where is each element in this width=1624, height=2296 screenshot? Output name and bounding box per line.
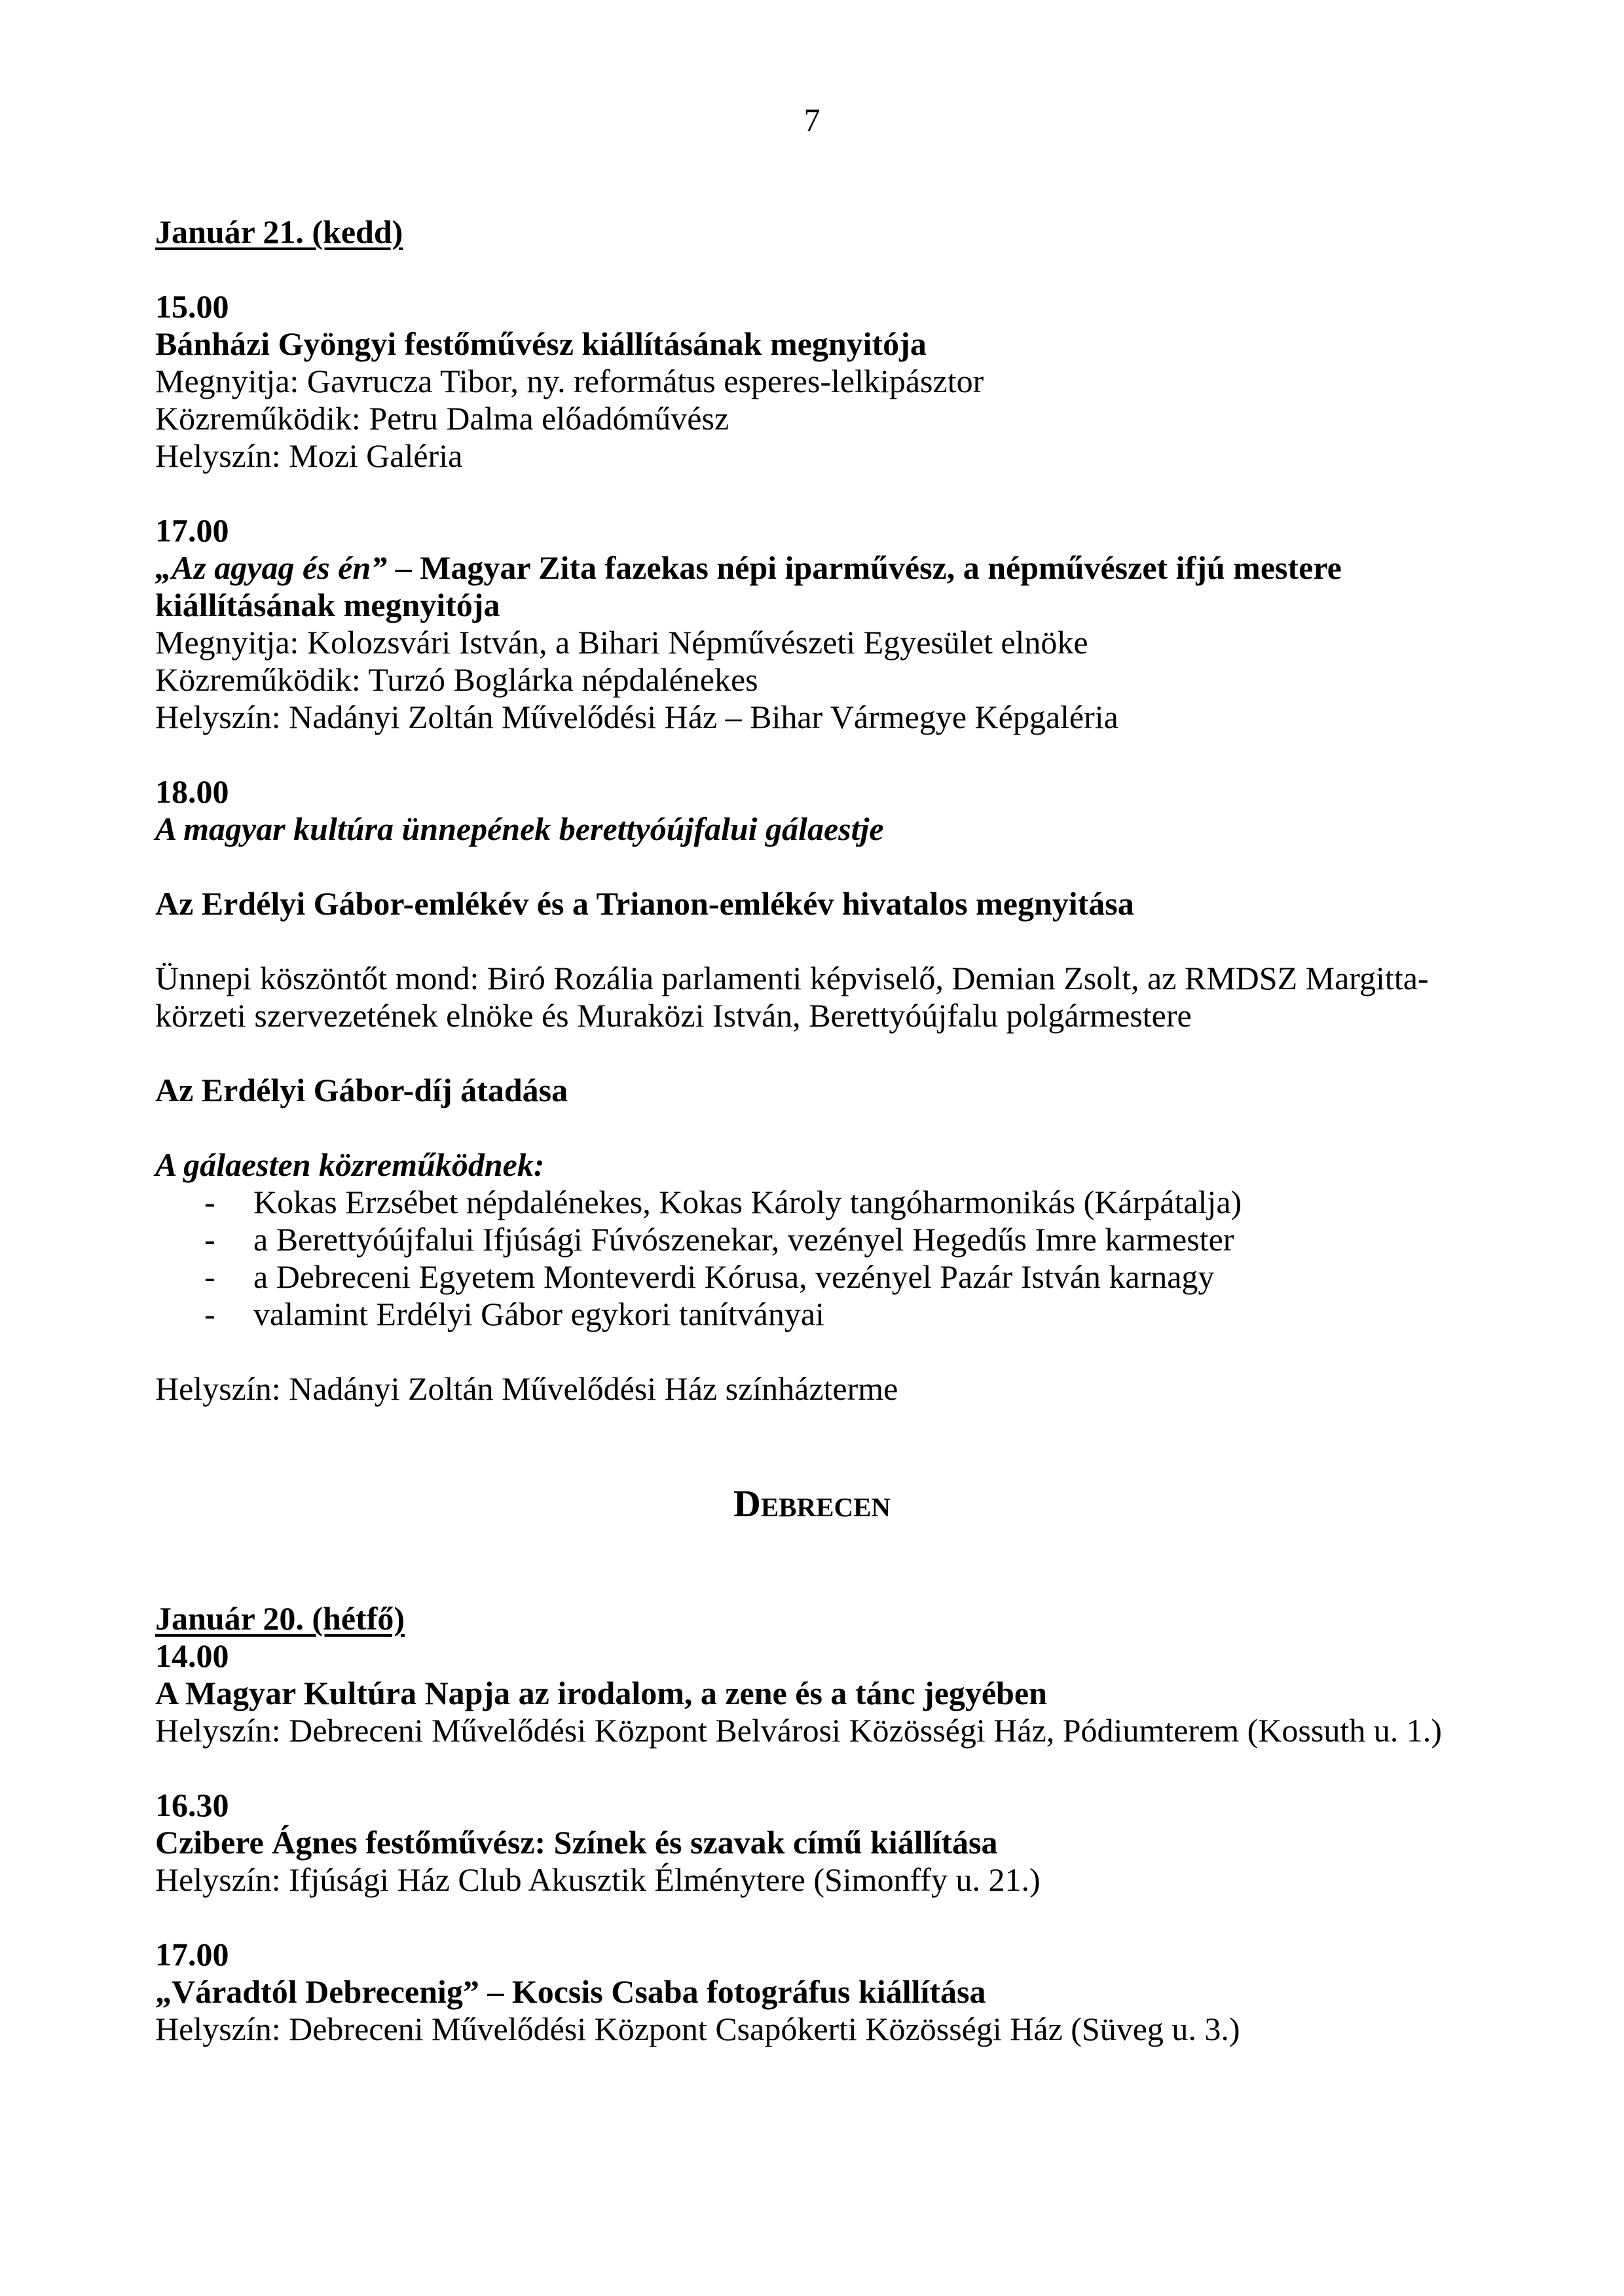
spacer [155, 139, 1469, 176]
performer-text: Kokas Erzsébet népdalénekes, Kokas Károly tangóharmonikás (Kárpátalja) [253, 1184, 1242, 1220]
event-1800-award-title: Az Erdélyi Gábor-díj átadása [155, 1072, 568, 1108]
event-1800-venue: Helyszín: Nadányi Zoltán Művelődési Ház színházterme [155, 1370, 898, 1407]
event-1800-performers-heading: A gálaesten közreműködnek: [155, 1146, 545, 1183]
performer-text: a Debreceni Egyetem Monteverdi Kórusa, vezényel Pazár István karnagy [253, 1258, 1215, 1295]
spacer [155, 1525, 1469, 1563]
spacer [155, 251, 1469, 288]
performer-item [155, 1221, 1469, 1258]
event-1800-greeting-line2: körzeti szervezetének elnöke és Muraközi István, Berettyóújfalu polgármestere [155, 997, 1192, 1034]
city-heading-debrecen: Debrecen [733, 1482, 891, 1525]
event-1800-greeting-line1: Ünnepi köszöntőt mond: Biró Rozália parlamenti képviselő, Demian Zsolt, az RMDSZ Margitta- [155, 960, 1429, 996]
bullet-dash: - [204, 1184, 215, 1220]
event-1700b-venue: Helyszín: Debreceni Művelődési Központ Csapókerti Közösségi Ház (Süveg u. 3.) [155, 2011, 1240, 2047]
event-1800-subtitle: Az Erdélyi Gábor-emlékév és a Trianon-emlékév hivatalos megnyitása [155, 885, 1134, 922]
event-1700-contributor: Közreműködik: Turzó Boglárka népdalénekes [155, 661, 758, 698]
spacer [155, 1333, 1469, 1370]
bullet-dash: - [204, 1258, 215, 1295]
event-1500-title: Bánházi Gyöngyi festőművész kiállításának megnyitója [155, 325, 927, 362]
event-1700-title-rest: – Magyar Zita fazekas népi iparművész, a népművészet ifjú mestere [387, 549, 1342, 586]
spacer [155, 736, 1469, 773]
performer-text: valamint Erdélyi Gábor egykori tanítványai [253, 1296, 824, 1332]
event-1800-time: 18.00 [155, 773, 229, 810]
spacer [155, 848, 1469, 885]
event-1500-venue: Helyszín: Mozi Galéria [155, 437, 463, 474]
event-1400-venue: Helyszín: Debreceni Művelődési Központ Belvárosi Közösségi Ház, Pódiumterem (Kossuth u. 1.) [155, 1712, 1442, 1749]
bullet-dash: - [204, 1221, 215, 1258]
event-1500-contributor: Közreműködik: Petru Dalma előadóművész [155, 400, 729, 437]
spacer [155, 1408, 1469, 1445]
performer-item [155, 1296, 1469, 1333]
event-1700-venue: Helyszín: Nadányi Zoltán Művelődési Ház – Bihar Vármegye Képgaléria [155, 699, 1118, 735]
event-1630-time: 16.30 [155, 1787, 229, 1823]
event-1700b-time: 17.00 [155, 1936, 229, 1973]
performer-text: a Berettyóújfalui Ifjúsági Fúvószenekar, vezényel Hegedűs Imre karmester [253, 1221, 1234, 1258]
bullet-dash: - [204, 1296, 215, 1332]
spacer [155, 922, 1469, 960]
event-1700-title-quote: „Az agyag és én” [155, 549, 388, 586]
spacer [155, 475, 1469, 512]
performer-item [155, 1184, 1469, 1221]
event-1700b-title: „Váradtól Debrecenig” – Kocsis Csaba fotográfus kiállítása [155, 1973, 986, 2010]
event-1400-title: A Magyar Kultúra Napja az irodalom, a zene és a tánc jegyében [155, 1675, 1047, 1711]
event-1630-venue: Helyszín: Ifjúsági Ház Club Akusztik Élménytere (Simonffy u. 21.) [155, 1861, 1041, 1898]
spacer [155, 1445, 1469, 1482]
spacer [155, 176, 1469, 213]
performer-item [155, 1258, 1469, 1296]
spacer [155, 1563, 1469, 1600]
event-1500-opener: Megnyitja: Gavrucza Tibor, ny. református esperes-lelkipásztor [155, 363, 984, 399]
event-1700-title-line1 [155, 549, 1469, 587]
event-1800-gala-title: A magyar kultúra ünnepének berettyóújfalui gálaestje [155, 811, 884, 847]
spacer [155, 1109, 1469, 1146]
page-number: 7 [803, 101, 821, 138]
day-heading-jan20: Január 20. (hétfő) [155, 1600, 405, 1637]
spacer [155, 1034, 1469, 1072]
spacer [155, 1899, 1469, 1936]
spacer [155, 1749, 1469, 1787]
day-heading-jan21: Január 21. (kedd) [155, 213, 403, 250]
event-1700-title-line2: kiállításának megnyitója [155, 587, 500, 623]
event-1700-opener: Megnyitja: Kolozsvári István, a Bihari Népművészeti Egyesület elnöke [155, 624, 1088, 661]
event-1630-title: Czibere Ágnes festőművész: Színek és szavak című kiállítása [155, 1824, 998, 1861]
event-1700-time: 17.00 [155, 512, 229, 549]
event-1500-time: 15.00 [155, 288, 229, 325]
event-1400-time: 14.00 [155, 1637, 229, 1674]
